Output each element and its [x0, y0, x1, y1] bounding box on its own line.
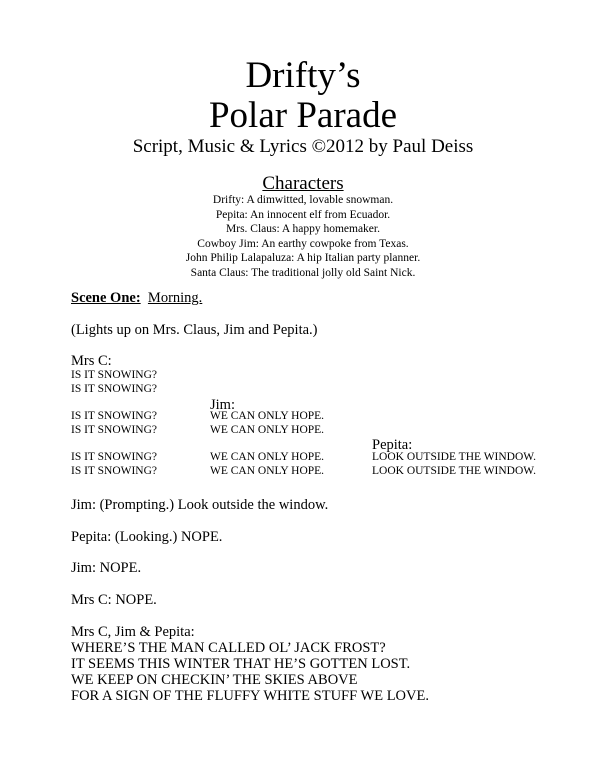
- character-entry: Santa Claus: The traditional jolly old Saint Nick.: [190, 266, 416, 279]
- lyric-line: WE CAN ONLY HOPE.: [210, 465, 325, 477]
- lyric-line: LOOK OUTSIDE THE WINDOW.: [372, 465, 536, 477]
- lyric-line: WE CAN ONLY HOPE.: [210, 451, 325, 463]
- speaker-label-pepita: Pepita:: [372, 437, 413, 453]
- character-entry: John Philip Lalapaluza: A hip Italian party planner.: [185, 252, 421, 265]
- lyric-line: IS IT SNOWING?: [71, 424, 158, 436]
- character-entry: Cowboy Jim: An earthy cowpoke from Texas.: [197, 237, 409, 250]
- title-line-2: Polar Parade: [208, 95, 398, 136]
- dialogue-line: Pepita: (Looking.) NOPE.: [71, 529, 223, 545]
- dialogue-line: Jim: NOPE.: [71, 560, 142, 576]
- scene-label: Scene One:: [71, 290, 141, 306]
- scene-heading: [71, 290, 202, 306]
- chorus-lyric-line: WE KEEP ON CHECKIN’ THE SKIES ABOVE: [71, 672, 358, 688]
- stage-direction: (Lights up on Mrs. Claus, Jim and Pepita.): [71, 322, 318, 338]
- characters-heading: [0, 173, 606, 195]
- speaker-label-jim: Jim:: [210, 397, 235, 413]
- title-line-1: Drifty’s: [245, 55, 361, 96]
- dialogue-line: Mrs C: NOPE.: [71, 592, 157, 608]
- lyric-line: IS IT SNOWING?: [71, 451, 158, 463]
- speaker-label-chorus: Mrs C, Jim & Pepita:: [71, 624, 195, 640]
- lyric-line: LOOK OUTSIDE THE WINDOW.: [372, 451, 536, 463]
- chorus-lyric-line: FOR A SIGN OF THE FLUFFY WHITE STUFF WE LOVE.: [71, 688, 429, 704]
- character-entry: Drifty: A dimwitted, lovable snowman.: [212, 194, 394, 206]
- speaker-label-mrs-c: Mrs C:: [71, 353, 112, 369]
- lyric-line: IS IT SNOWING?: [71, 465, 158, 477]
- lyric-line: IS IT SNOWING?: [71, 410, 158, 422]
- lyric-line: WE CAN ONLY HOPE.: [210, 410, 325, 422]
- character-entry: Mrs. Claus: A happy homemaker.: [226, 223, 380, 236]
- character-entry: Pepita: An innocent elf from Ecuador.: [215, 208, 391, 221]
- chorus-lyric-line: IT SEEMS THIS WINTER THAT HE’S GOTTEN LOST.: [71, 656, 411, 672]
- subtitle: Script, Music & Lyrics ©2012 by Paul Deiss: [132, 136, 474, 157]
- lyric-line: IS IT SNOWING?: [71, 383, 158, 395]
- character-list: [0, 193, 606, 281]
- lyric-line: WE CAN ONLY HOPE.: [210, 424, 325, 436]
- characters-heading-text: Characters: [262, 173, 344, 194]
- chorus-lyric-line: WHERE’S THE MAN CALLED OL’ JACK FROST?: [71, 640, 386, 656]
- dialogue-line: Jim: (Prompting.) Look outside the window.: [71, 497, 329, 513]
- scene-name: Morning.: [147, 290, 203, 306]
- lyric-line: IS IT SNOWING?: [71, 369, 158, 381]
